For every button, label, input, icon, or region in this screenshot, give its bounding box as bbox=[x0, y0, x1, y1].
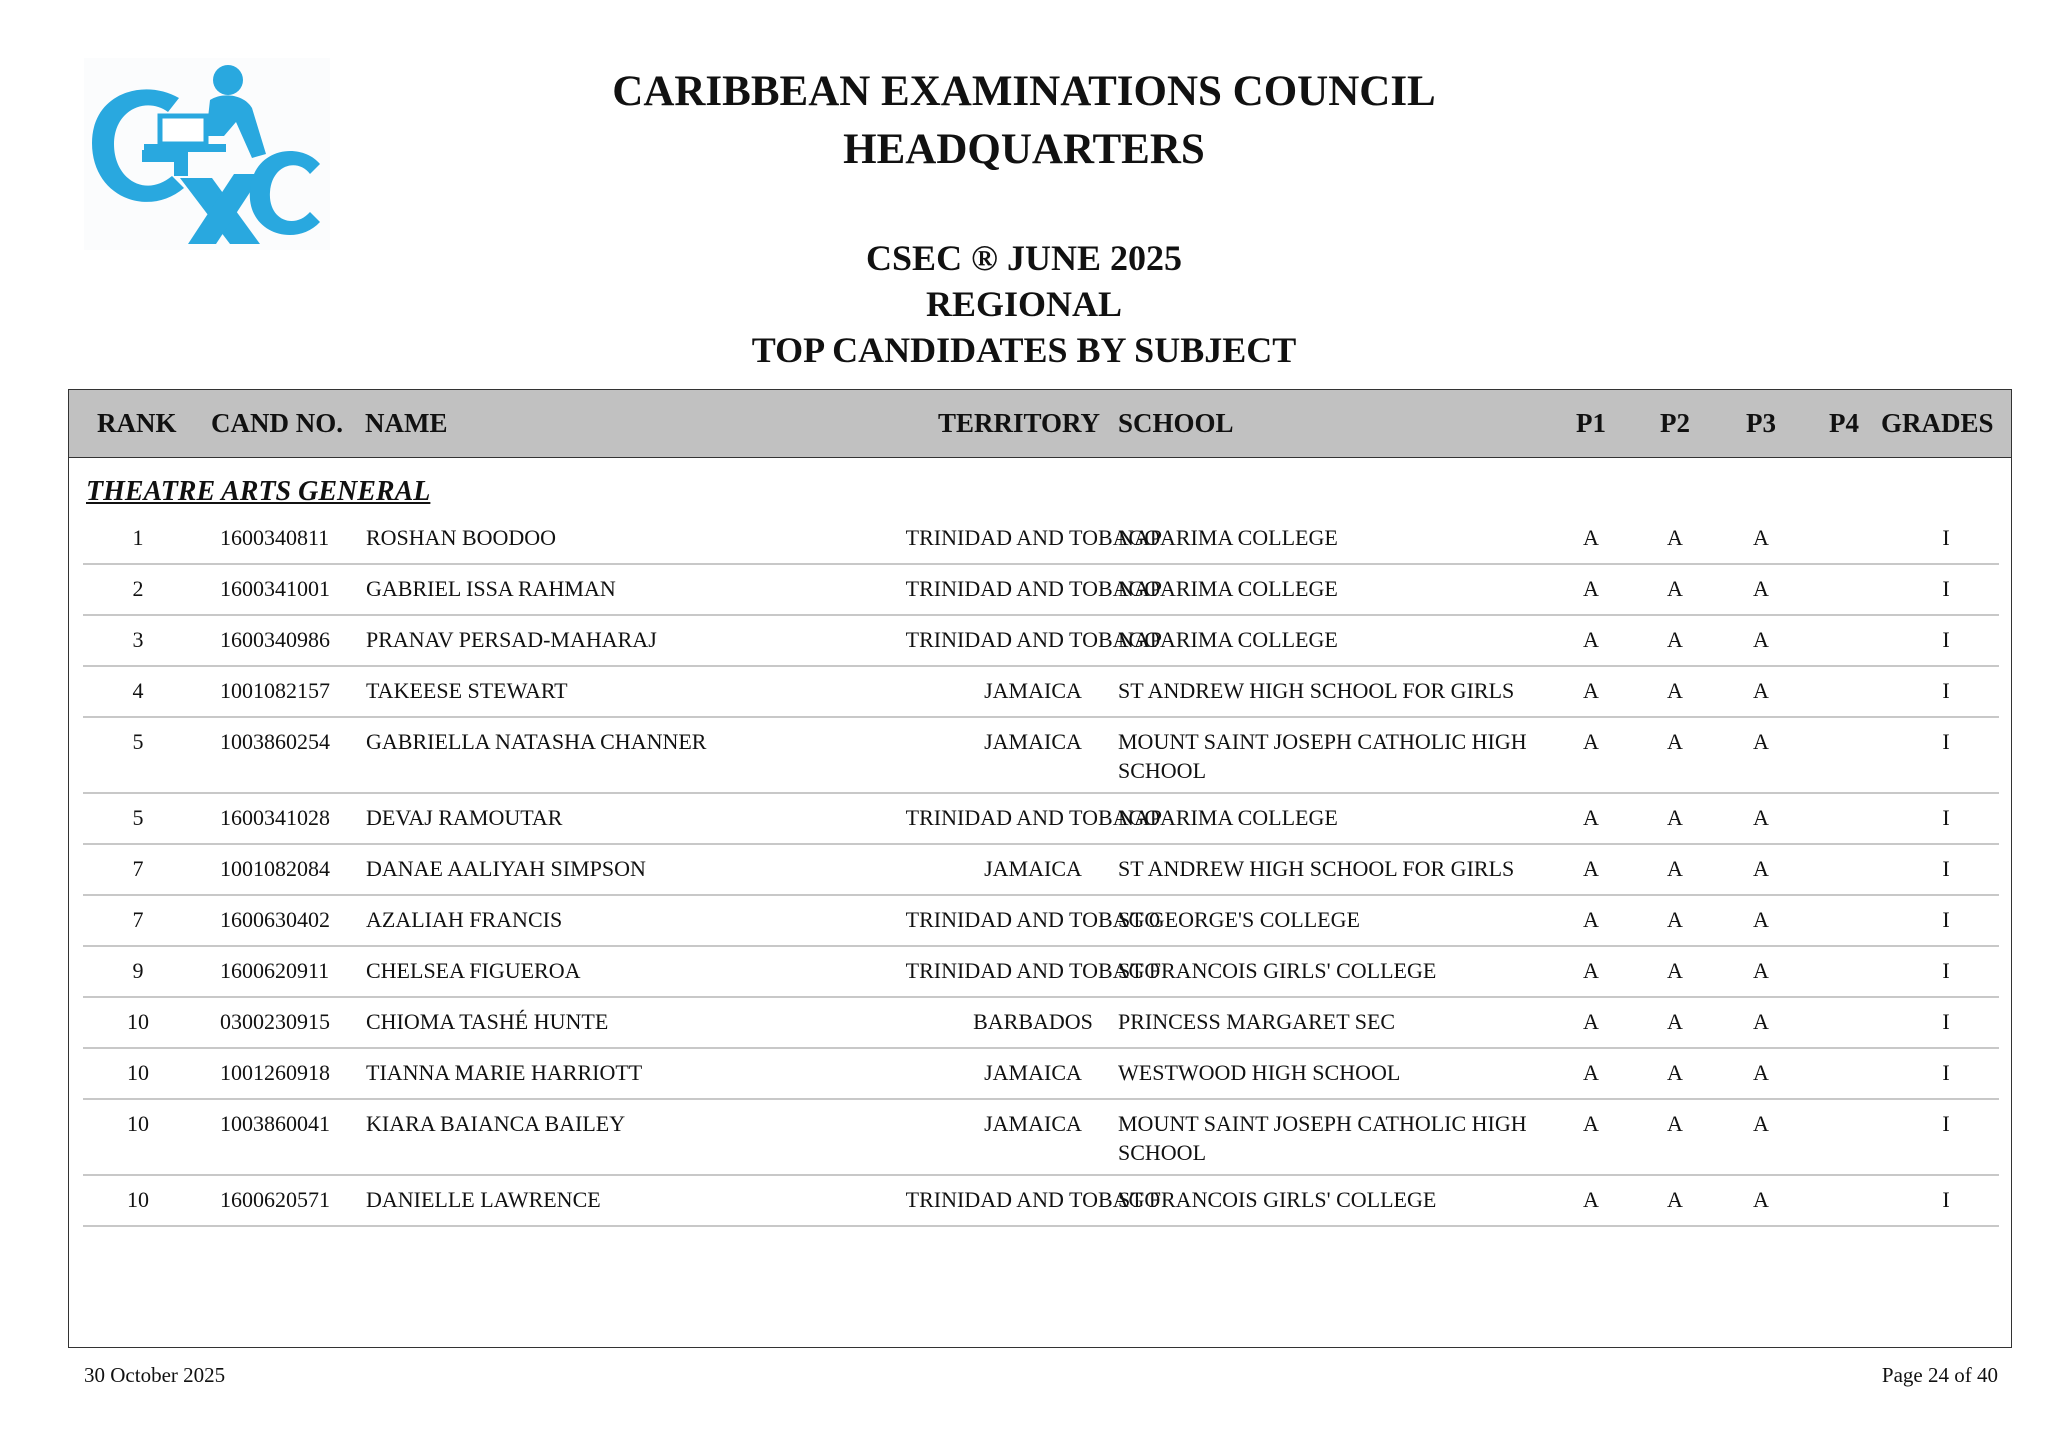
territory-cell: TRINIDAD AND TOBAGO bbox=[905, 525, 1161, 550]
overall-grade-cell: I bbox=[1942, 576, 1950, 601]
school-cell: WESTWOOD HIGH SCHOOL bbox=[1118, 1060, 1401, 1085]
overall-grade-cell: I bbox=[1942, 1060, 1950, 1085]
p2-grade-cell: A bbox=[1667, 678, 1683, 703]
school-cell: NAPARIMA COLLEGE bbox=[1118, 627, 1338, 652]
territory-cell: JAMAICA bbox=[984, 729, 1082, 754]
rank-cell: 10 bbox=[127, 1111, 149, 1136]
rank-cell: 1 bbox=[132, 525, 144, 550]
p3-grade-cell: A bbox=[1753, 958, 1769, 983]
col-p3-header: P3 bbox=[1746, 408, 1776, 438]
rank-cell: 10 bbox=[127, 1187, 149, 1212]
table-row bbox=[83, 945, 1999, 998]
candidate-number-cell: 0300230915 bbox=[220, 1009, 330, 1034]
table-row bbox=[83, 996, 1999, 1049]
school-cell: ST GEORGE'S COLLEGE bbox=[1118, 907, 1360, 932]
p1-grade-cell: A bbox=[1583, 856, 1599, 881]
col-p1-header: P1 bbox=[1576, 408, 1606, 438]
candidate-number-cell: 1001260918 bbox=[220, 1060, 330, 1085]
territory-cell: TRINIDAD AND TOBAGO bbox=[905, 1187, 1161, 1212]
p2-grade-cell: A bbox=[1667, 805, 1683, 830]
p2-grade-cell: A bbox=[1667, 525, 1683, 550]
candidate-name-cell: DANAE AALIYAH SIMPSON bbox=[366, 856, 646, 881]
table-row bbox=[83, 563, 1999, 616]
rank-cell: 7 bbox=[132, 856, 144, 881]
overall-grade-cell: I bbox=[1942, 729, 1950, 754]
table-row bbox=[83, 1098, 1999, 1176]
candidate-name-cell: DANIELLE LAWRENCE bbox=[366, 1187, 601, 1212]
school-cell: MOUNT SAINT JOSEPH CATHOLIC HIGH SCHOOL bbox=[1118, 1111, 1527, 1165]
p1-grade-cell: A bbox=[1583, 576, 1599, 601]
p1-grade-cell: A bbox=[1583, 1060, 1599, 1085]
school-cell: NAPARIMA COLLEGE bbox=[1118, 576, 1338, 601]
p2-grade-cell: A bbox=[1667, 907, 1683, 932]
p1-grade-cell: A bbox=[1583, 627, 1599, 652]
candidate-number-cell: 1600341028 bbox=[220, 805, 330, 830]
candidate-name-cell: TAKEESE STEWART bbox=[366, 678, 568, 703]
territory-cell: TRINIDAD AND TOBAGO bbox=[905, 805, 1161, 830]
overall-grade-cell: I bbox=[1942, 856, 1950, 881]
candidate-number-cell: 1001082157 bbox=[220, 678, 330, 703]
p3-grade-cell: A bbox=[1753, 525, 1769, 550]
org-subtitle: HEADQUARTERS bbox=[843, 126, 1205, 173]
table-row bbox=[83, 716, 1999, 794]
col-cand-header: CAND NO. bbox=[211, 408, 343, 438]
p2-grade-cell: A bbox=[1667, 729, 1683, 754]
p3-grade-cell: A bbox=[1753, 805, 1769, 830]
territory-cell: TRINIDAD AND TOBAGO bbox=[905, 576, 1161, 601]
col-p2-header: P2 bbox=[1660, 408, 1690, 438]
p2-grade-cell: A bbox=[1667, 958, 1683, 983]
overall-grade-cell: I bbox=[1942, 958, 1950, 983]
table-row bbox=[83, 665, 1999, 718]
p3-grade-cell: A bbox=[1753, 678, 1769, 703]
candidate-number-cell: 1600341001 bbox=[220, 576, 330, 601]
table-row bbox=[83, 792, 1999, 845]
col-rank-header: RANK bbox=[97, 408, 177, 438]
p2-grade-cell: A bbox=[1667, 856, 1683, 881]
rank-cell: 4 bbox=[132, 678, 144, 703]
p1-grade-cell: A bbox=[1583, 805, 1599, 830]
col-territory-header: TERRITORY bbox=[937, 408, 1101, 438]
candidate-number-cell: 1600620911 bbox=[220, 958, 330, 983]
territory-cell: BARBADOS bbox=[973, 1009, 1093, 1034]
col-p4-header: P4 bbox=[1829, 408, 1859, 438]
overall-grade-cell: I bbox=[1942, 805, 1950, 830]
p2-grade-cell: A bbox=[1667, 1187, 1683, 1212]
report-title: TOP CANDIDATES BY SUBJECT bbox=[751, 330, 1297, 370]
candidate-number-cell: 1600340986 bbox=[220, 627, 330, 652]
rank-cell: 5 bbox=[132, 805, 144, 830]
p3-grade-cell: A bbox=[1753, 576, 1769, 601]
col-name-header: NAME bbox=[365, 408, 448, 438]
p2-grade-cell: A bbox=[1667, 1009, 1683, 1034]
p1-grade-cell: A bbox=[1583, 1111, 1599, 1136]
table-row bbox=[83, 1174, 1999, 1227]
territory-cell: JAMAICA bbox=[984, 856, 1082, 881]
p3-grade-cell: A bbox=[1753, 1111, 1769, 1136]
school-cell: ST ANDREW HIGH SCHOOL FOR GIRLS bbox=[1118, 856, 1515, 881]
territory-cell: TRINIDAD AND TOBAGO bbox=[905, 958, 1161, 983]
p2-grade-cell: A bbox=[1667, 576, 1683, 601]
org-title: CARIBBEAN EXAMINATIONS COUNCIL bbox=[612, 68, 1436, 115]
exam-title: CSEC ® JUNE 2025 bbox=[866, 238, 1182, 278]
overall-grade-cell: I bbox=[1942, 1009, 1950, 1034]
candidate-name-cell: PRANAV PERSAD-MAHARAJ bbox=[366, 627, 657, 652]
candidate-name-cell: CHIOMA TASHÉ HUNTE bbox=[366, 1009, 609, 1034]
table-row bbox=[83, 512, 1999, 565]
p3-grade-cell: A bbox=[1753, 1009, 1769, 1034]
candidate-number-cell: 1600340811 bbox=[220, 525, 330, 550]
school-cell: NAPARIMA COLLEGE bbox=[1118, 805, 1338, 830]
school-cell: MOUNT SAINT JOSEPH CATHOLIC HIGH SCHOOL bbox=[1118, 729, 1527, 783]
territory-cell: TRINIDAD AND TOBAGO bbox=[905, 907, 1161, 932]
report-date: 30 October 2025 bbox=[84, 1363, 226, 1387]
overall-grade-cell: I bbox=[1942, 907, 1950, 932]
rank-cell: 10 bbox=[127, 1009, 149, 1034]
candidate-name-cell: ROSHAN BOODOO bbox=[366, 525, 557, 550]
p1-grade-cell: A bbox=[1583, 525, 1599, 550]
p3-grade-cell: A bbox=[1753, 856, 1769, 881]
p1-grade-cell: A bbox=[1583, 1009, 1599, 1034]
rank-cell: 7 bbox=[132, 907, 144, 932]
school-cell: ST FRANCOIS GIRLS' COLLEGE bbox=[1118, 958, 1437, 983]
overall-grade-cell: I bbox=[1942, 1187, 1950, 1212]
table-header bbox=[69, 390, 2011, 458]
p3-grade-cell: A bbox=[1753, 627, 1769, 652]
school-cell: ST ANDREW HIGH SCHOOL FOR GIRLS bbox=[1118, 678, 1515, 703]
rank-cell: 10 bbox=[127, 1060, 149, 1085]
p1-grade-cell: A bbox=[1583, 1187, 1599, 1212]
candidate-number-cell: 1001082084 bbox=[220, 856, 330, 881]
candidate-name-cell: TIANNA MARIE HARRIOTT bbox=[366, 1060, 643, 1085]
table-row bbox=[83, 843, 1999, 896]
overall-grade-cell: I bbox=[1942, 627, 1950, 652]
col-grades-header: GRADES bbox=[1881, 408, 1994, 438]
scope-title: REGIONAL bbox=[925, 284, 1123, 324]
table-row bbox=[83, 1047, 1999, 1100]
rank-cell: 3 bbox=[132, 627, 144, 652]
candidate-number-cell: 1600620571 bbox=[220, 1187, 330, 1212]
results-table bbox=[68, 389, 2012, 1348]
overall-grade-cell: I bbox=[1942, 678, 1950, 703]
p3-grade-cell: A bbox=[1753, 1060, 1769, 1085]
territory-cell: TRINIDAD AND TOBAGO bbox=[905, 627, 1161, 652]
rank-cell: 5 bbox=[132, 729, 144, 754]
p1-grade-cell: A bbox=[1583, 907, 1599, 932]
territory-cell: JAMAICA bbox=[984, 1060, 1082, 1085]
page-number: Page 24 of 40 bbox=[1881, 1363, 1998, 1387]
candidate-name-cell: KIARA BAIANCA BAILEY bbox=[366, 1111, 626, 1136]
p2-grade-cell: A bbox=[1667, 1111, 1683, 1136]
candidate-name-cell: AZALIAH FRANCIS bbox=[366, 907, 563, 932]
overall-grade-cell: I bbox=[1942, 1111, 1950, 1136]
col-school-header: SCHOOL bbox=[1118, 408, 1234, 438]
rank-cell: 9 bbox=[132, 958, 144, 983]
p2-grade-cell: A bbox=[1667, 627, 1683, 652]
overall-grade-cell: I bbox=[1942, 525, 1950, 550]
candidate-number-cell: 1003860041 bbox=[220, 1111, 330, 1136]
table-row bbox=[83, 894, 1999, 947]
p1-grade-cell: A bbox=[1583, 678, 1599, 703]
table-row bbox=[83, 614, 1999, 667]
p3-grade-cell: A bbox=[1753, 729, 1769, 754]
p3-grade-cell: A bbox=[1753, 1187, 1769, 1212]
subject-heading: THEATRE ARTS GENERAL bbox=[86, 476, 431, 507]
candidate-name-cell: GABRIEL ISSA RAHMAN bbox=[366, 576, 616, 601]
candidate-number-cell: 1600630402 bbox=[220, 907, 330, 932]
territory-cell: JAMAICA bbox=[984, 1111, 1082, 1136]
p1-grade-cell: A bbox=[1583, 729, 1599, 754]
p1-grade-cell: A bbox=[1583, 958, 1599, 983]
candidate-name-cell: GABRIELLA NATASHA CHANNER bbox=[366, 729, 707, 754]
school-cell: NAPARIMA COLLEGE bbox=[1118, 525, 1338, 550]
school-cell: ST FRANCOIS GIRLS' COLLEGE bbox=[1118, 1187, 1437, 1212]
candidate-name-cell: DEVAJ RAMOUTAR bbox=[366, 805, 563, 830]
rank-cell: 2 bbox=[132, 576, 144, 601]
school-cell: PRINCESS MARGARET SEC bbox=[1118, 1009, 1396, 1034]
p2-grade-cell: A bbox=[1667, 1060, 1683, 1085]
territory-cell: JAMAICA bbox=[984, 678, 1082, 703]
candidate-name-cell: CHELSEA FIGUEROA bbox=[366, 958, 581, 983]
p3-grade-cell: A bbox=[1753, 907, 1769, 932]
candidate-number-cell: 1003860254 bbox=[220, 729, 330, 754]
